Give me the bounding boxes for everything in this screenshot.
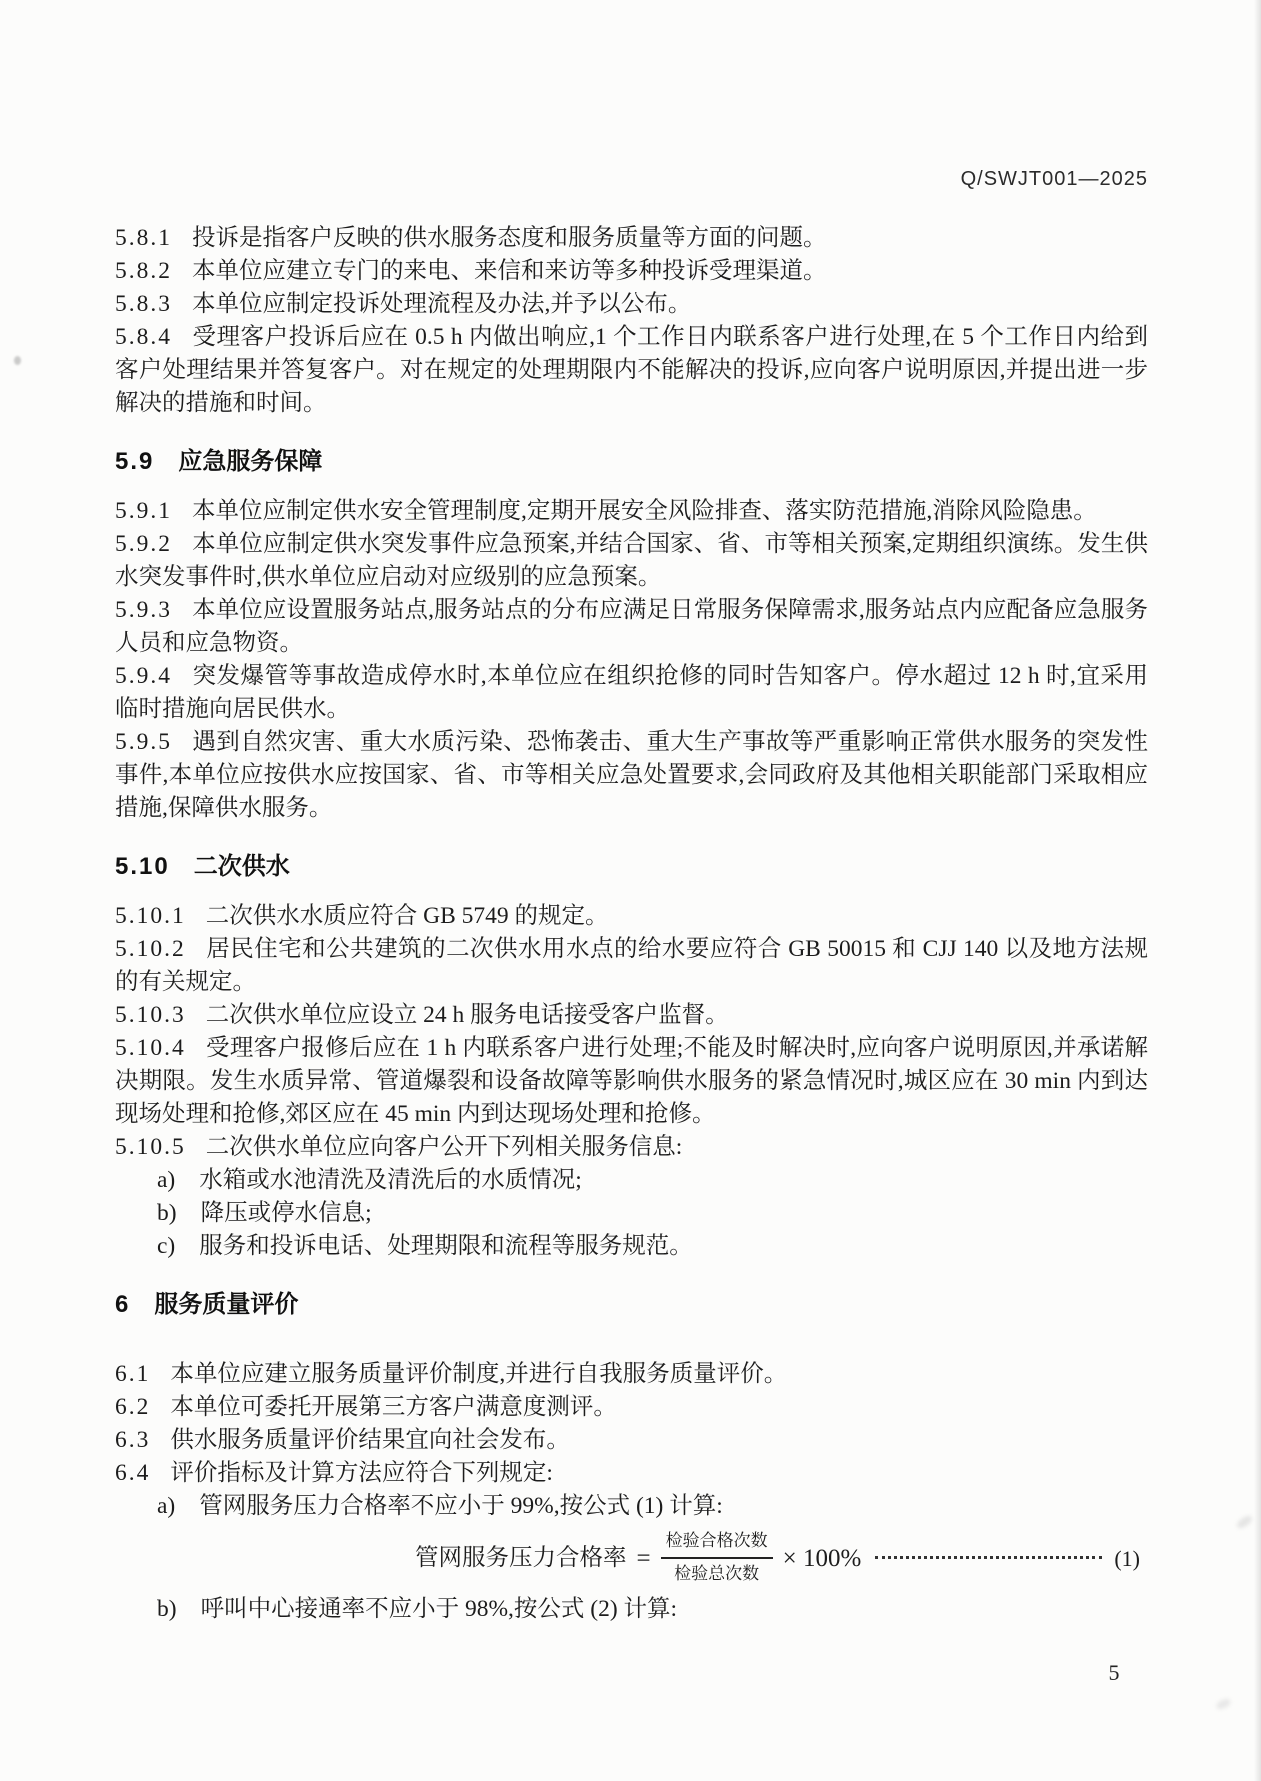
clause-5.10.2 xyxy=(115,933,1148,999)
clause-number: 5.10.5 xyxy=(115,1134,186,1160)
clause-number: 6.2 xyxy=(115,1394,151,1420)
list-item-text: 水箱或水池清洗及清洗后的水质情况; xyxy=(199,1167,582,1193)
clause-text: 遇到自然灾害、重大水质污染、恐怖袭击、重大生产事故等严重影响正常供水服务的突发性事件,本单位应按供水应按国家、省、市等相关应急处置要求,会同政府及其他相关职能部门采取相应措施,保障供水服务。 xyxy=(115,729,1148,821)
section-heading-6 xyxy=(115,1288,1148,1321)
clause-5.9.3 xyxy=(115,594,1148,660)
clause-number: 5.10.4 xyxy=(115,1035,186,1061)
clause-text: 本单位应制定供水突发事件应急预案,并结合国家、省、市等相关预案,定期组织演练。发生供水突发事件时,供水单位应启动对应级别的应急预案。 xyxy=(115,531,1148,590)
section-heading-5.9 xyxy=(115,445,1148,478)
clause-number: 6.4 xyxy=(115,1460,151,1486)
multiply-percent: × 100% xyxy=(782,1544,862,1572)
clause-6.1 xyxy=(115,1358,1148,1391)
clause-text: 本单位应设置服务站点,服务站点的分布应满足日常服务保障需求,服务站点内应配备应急服务人员和应急物资。 xyxy=(115,597,1148,656)
clause-text: 二次供水单位应向客户公开下列相关服务信息: xyxy=(205,1134,683,1160)
dotted-leader xyxy=(875,1556,1102,1559)
scan-artifact xyxy=(14,356,21,365)
clause-number: 5.10.3 xyxy=(115,1002,186,1028)
section-title: 服务质量评价 xyxy=(154,1291,299,1318)
fraction xyxy=(661,1529,773,1586)
clause-number: 5.9.1 xyxy=(115,498,172,524)
clause-number: 5.8.3 xyxy=(115,291,172,317)
list-item-marker: a) xyxy=(157,1167,176,1193)
clause-number: 5.9.5 xyxy=(115,729,172,755)
list-item-text: 服务和投诉电话、处理期限和流程等服务规范。 xyxy=(199,1233,693,1259)
clause-text: 本单位可委托开展第三方客户满意度测评。 xyxy=(170,1394,617,1420)
list-item-marker: c) xyxy=(157,1233,176,1259)
clause-number: 5.8.4 xyxy=(115,324,172,350)
clause-5.10.1 xyxy=(115,900,1148,933)
list-item-text: 降压或停水信息; xyxy=(200,1200,372,1226)
clause-text: 本单位应建立专门的来电、来信和来访等多种投诉受理渠道。 xyxy=(192,258,827,284)
equals-sign: = xyxy=(636,1544,651,1572)
clause-number: 6.1 xyxy=(115,1361,151,1387)
fraction-numerator: 检验合格次数 xyxy=(661,1529,773,1559)
clause-text: 居民住宅和公共建筑的二次供水用水点的给水要应符合 GB 50015 和 CJJ 140 以及地方法规的有关规定。 xyxy=(115,936,1148,995)
section-number: 5.10 xyxy=(115,853,170,880)
clause-5.9.4 xyxy=(115,660,1148,726)
list-item-marker: b) xyxy=(157,1596,177,1622)
fraction-denominator: 检验总次数 xyxy=(674,1564,760,1583)
clause-text: 本单位应制定供水安全管理制度,定期开展安全风险排查、落实防范措施,消除风险隐患。 xyxy=(192,498,1097,524)
clause-number: 5.10.1 xyxy=(115,903,186,929)
section-heading-5.10 xyxy=(115,850,1148,883)
list-item-a xyxy=(115,1490,1148,1523)
list-item-text: 呼叫中心接通率不应小于 98%,按公式 (2) 计算: xyxy=(200,1596,678,1622)
clause-5.10.5 xyxy=(115,1131,1148,1164)
formula-lhs: 管网服务压力合格率 xyxy=(415,1544,627,1571)
clause-text: 本单位应制定投诉处理流程及办法,并予以公布。 xyxy=(192,291,692,317)
clause-5.8.1 xyxy=(115,222,1148,255)
clause-6.2 xyxy=(115,1391,1148,1424)
clause-number: 5.9.2 xyxy=(115,531,172,557)
clause-5.9.5 xyxy=(115,726,1148,825)
clause-text: 本单位应建立服务质量评价制度,并进行自我服务质量评价。 xyxy=(170,1361,788,1387)
section-title: 二次供水 xyxy=(193,853,290,880)
section-number: 5.9 xyxy=(115,448,155,475)
clause-number: 5.9.3 xyxy=(115,597,172,623)
list-item-marker: a) xyxy=(157,1493,176,1519)
clause-5.10.4 xyxy=(115,1032,1148,1131)
list-item-text: 管网服务压力合格率不应小于 99%,按公式 (1) 计算: xyxy=(199,1493,723,1519)
clause-number: 5.10.2 xyxy=(115,936,186,962)
scan-artifact xyxy=(1215,1697,1232,1711)
document-code: Q/SWJT001—2025 xyxy=(960,168,1148,190)
page-number: 5 xyxy=(1108,1660,1120,1685)
clause-5.9.1 xyxy=(115,495,1148,528)
list-item-c xyxy=(115,1230,1148,1263)
scan-artifact xyxy=(1235,1514,1254,1530)
clause-6.3 xyxy=(115,1424,1148,1457)
list-item-b xyxy=(115,1593,1148,1626)
clause-text: 二次供水水质应符合 GB 5749 的规定。 xyxy=(205,903,609,929)
clause-text: 投诉是指客户反映的供水服务态度和服务质量等方面的问题。 xyxy=(192,225,827,251)
clause-text: 评价指标及计算方法应符合下列规定: xyxy=(170,1460,553,1486)
list-item-marker: b) xyxy=(157,1200,177,1226)
clause-5.8.4 xyxy=(115,321,1148,420)
list-item-b xyxy=(115,1197,1148,1230)
clause-text: 二次供水单位应设立 24 h 服务电话接受客户监督。 xyxy=(205,1002,729,1028)
clause-5.9.2 xyxy=(115,528,1148,594)
clause-5.10.3 xyxy=(115,999,1148,1032)
clause-text: 受理客户投诉后应在 0.5 h 内做出响应,1 个工作日内联系客户进行处理,在 5 个工作日内给到客户处理结果并答复客户。对在规定的处理期限内不能解决的投诉,应向客户说明原因,并提出进一步解决的措施和时间。 xyxy=(115,324,1148,416)
clause-number: 5.9.4 xyxy=(115,663,172,689)
clause-text: 受理客户报修后应在 1 h 内联系客户进行处理;不能及时解决时,应向客户说明原因,并承诺解决期限。发生水质异常、管道爆裂和设备故障等影响供水服务的紧急情况时,城区应在 30 min 内到达现场处理和抢修,郊区应在 45 min 内到达现场处理和抢修。 xyxy=(115,1035,1148,1127)
list-item-a xyxy=(115,1164,1148,1197)
formula-number: (1) xyxy=(1114,1545,1140,1571)
clause-text: 供水服务质量评价结果宜向社会发布。 xyxy=(170,1427,570,1453)
section-title: 应急服务保障 xyxy=(178,448,323,475)
formula-1 xyxy=(115,1523,1148,1593)
clause-number: 5.8.1 xyxy=(115,225,172,251)
clause-5.8.3 xyxy=(115,288,1148,321)
clause-text: 突发爆管等事故造成停水时,本单位应在组织抢修的同时告知客户。停水超过 12 h 时,宜采用临时措施向居民供水。 xyxy=(115,663,1148,722)
clause-number: 5.8.2 xyxy=(115,258,172,284)
document-body xyxy=(115,222,1148,1626)
section-number: 6 xyxy=(115,1291,131,1318)
clause-5.8.2 xyxy=(115,255,1148,288)
clause-number: 6.3 xyxy=(115,1427,151,1453)
clause-6.4 xyxy=(115,1457,1148,1490)
